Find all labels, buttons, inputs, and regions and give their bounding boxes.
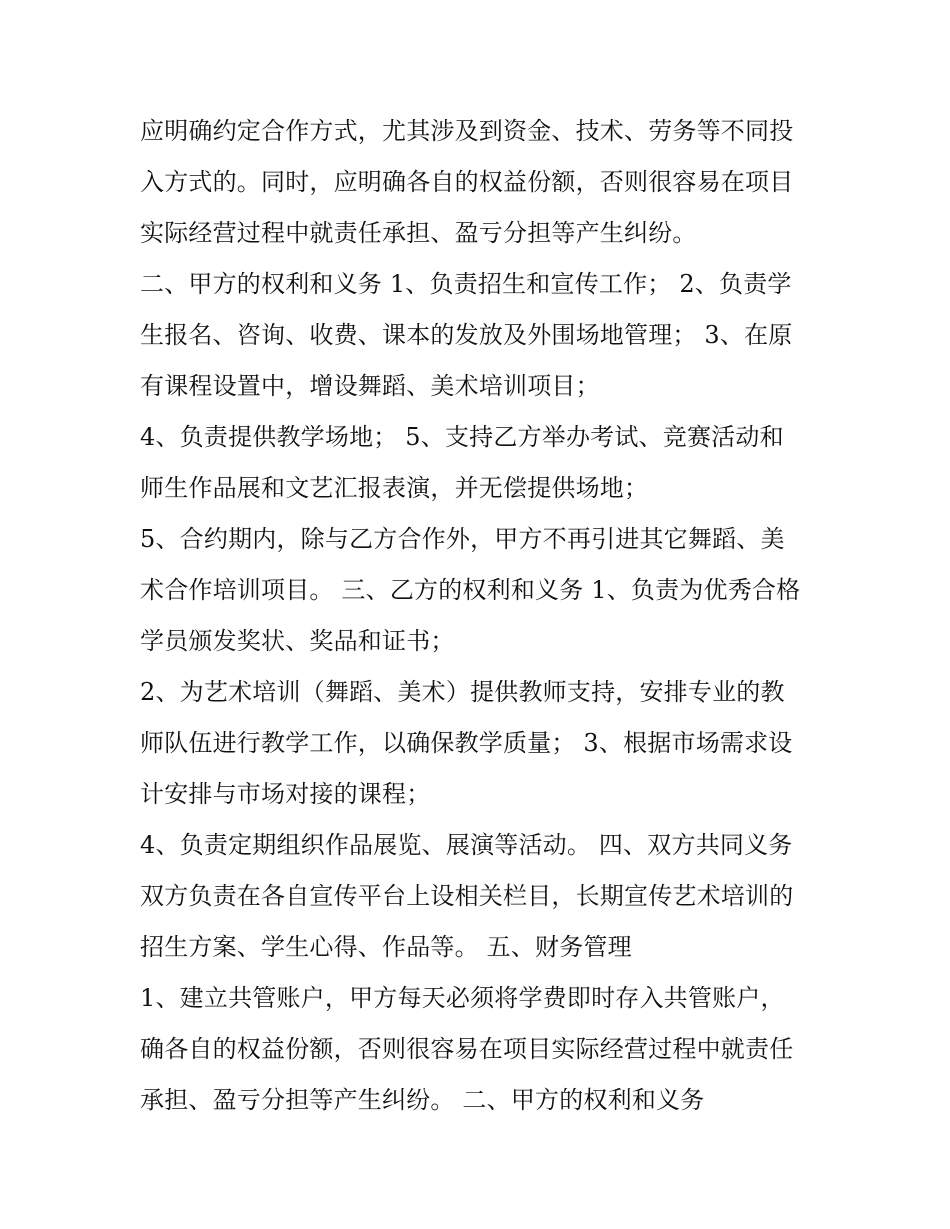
- text-line: 1、建立共管账户，甲方每天必须将学费即时存入共管账户，: [140, 984, 785, 1012]
- text-line: 应明确约定合作方式，尤其涉及到资金、技术、劳务等不同投: [140, 117, 794, 145]
- text-line: 实际经营过程中就责任承担、盈亏分担等产生纠纷。: [140, 219, 697, 247]
- text-line: 师生作品展和文艺汇报表演，并无偿提供场地；: [140, 474, 649, 502]
- text-line: 二、甲方的权利和义务 1、负责招生和宣传工作； 2、负责学: [140, 270, 792, 298]
- text-line: 生报名、咨询、收费、课本的发放及外围场地管理； 3、在原: [140, 321, 793, 349]
- text-line: 计安排与市场对接的课程；: [140, 780, 431, 808]
- text-line: 术合作培训项目。 三、乙方的权利和义务 1、负责为优秀合格: [140, 576, 801, 604]
- text-line: 2、为艺术培训（舞蹈、美术）提供教师支持，安排专业的教: [140, 678, 785, 706]
- body-text: [140, 106, 820, 1126]
- text-line: 4、负责定期组织作品展览、展演等活动。 四、双方共同义务: [140, 831, 793, 859]
- text-line: 入方式的。同时，应明确各自的权益份额，否则很容易在项目: [140, 168, 794, 196]
- text-line: 承担、盈亏分担等产生纠纷。 二、甲方的权利和义务: [140, 1086, 705, 1114]
- text-line: 确各自的权益份额，否则很容易在项目实际经营过程中就责任: [140, 1035, 794, 1063]
- text-line: 双方负责在各自宣传平台上设相关栏目，长期宣传艺术培训的: [140, 882, 794, 910]
- text-line: 学员颁发奖状、奖品和证书；: [140, 627, 455, 655]
- text-line: 有课程设置中，增设舞蹈、美术培训项目；: [140, 372, 600, 400]
- text-line: 5、合约期内，除与乙方合作外，甲方不再引进其它舞蹈、美: [140, 525, 785, 553]
- text-line: 4、负责提供教学场地； 5、支持乙方举办考试、竞赛活动和: [140, 423, 784, 451]
- text-line: 招生方案、学生心得、作品等。 五、财务管理: [140, 933, 632, 961]
- text-line: 师队伍进行教学工作，以确保教学质量； 3、根据市场需求设: [140, 729, 793, 757]
